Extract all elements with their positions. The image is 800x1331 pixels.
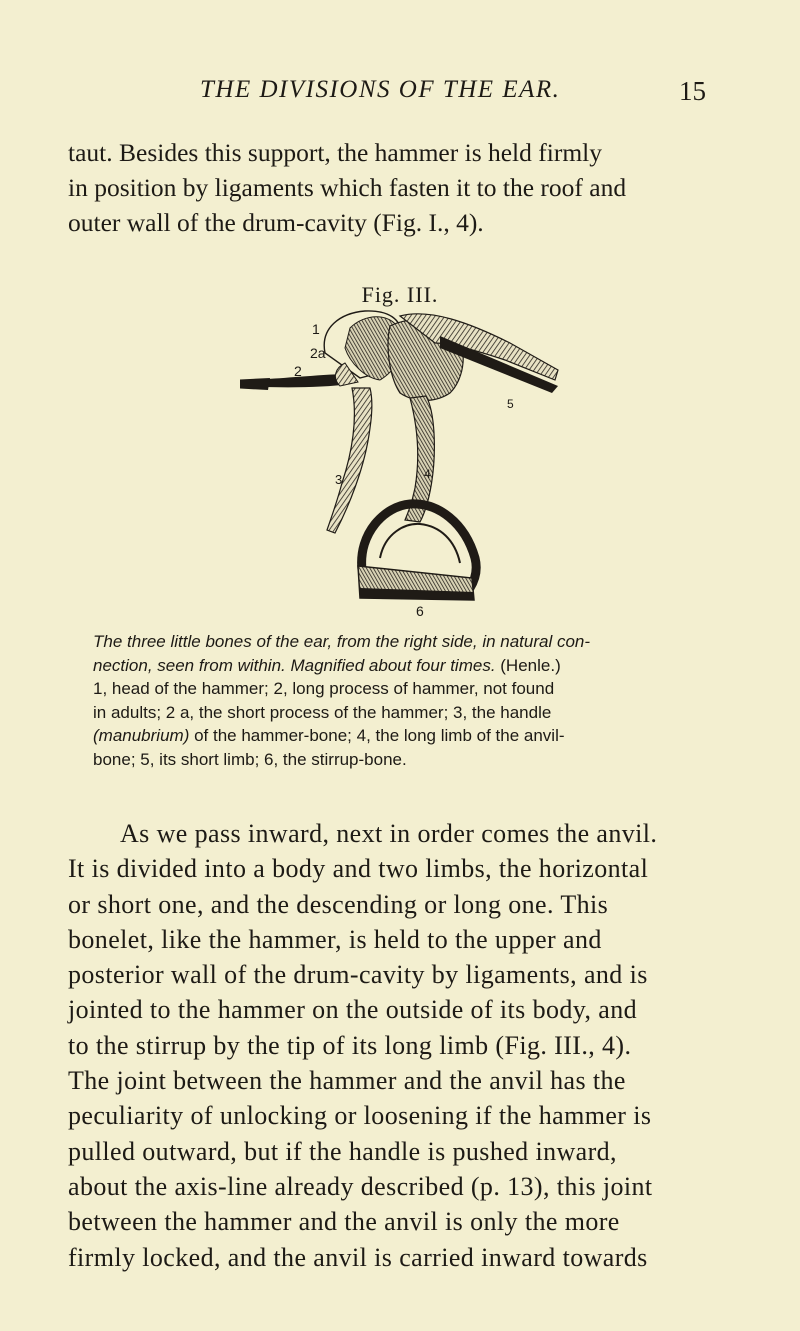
text-line: jointed to the hammer on the outside of its body, and [68,995,638,1025]
text-line: outer wall of the drum-cavity (Fig. I., 4). [68,208,484,237]
text-line: firmly locked, and the anvil is carried inward towards [68,1242,648,1272]
label-1: 1 [312,321,320,337]
text-line: about the axis-line already described (p. 13), this joint [68,1171,653,1201]
text-line: As we pass inward, next in order comes the anvil. [120,819,658,848]
text-line: posterior wall of the drum-cavity by ligaments, and is [68,960,648,990]
ossicles-illustration [240,308,600,618]
figure-caption [93,630,733,772]
hammer-handle [327,388,372,533]
label-4: 4 [424,467,431,481]
label-2a: 2a [310,345,326,361]
label-6: 6 [416,603,424,618]
page-header [0,76,800,116]
caption-line: nection, seen from within. Magnified about four times. (Henle.) [93,655,561,675]
text-line: in position by ligaments which fasten it to the roof and [68,173,627,202]
text-line: taut. Besides this support, the hammer is held firmly [68,138,603,167]
label-2: 2 [294,363,302,379]
text-line: pulled outward, but if the handle is pushed inward, [68,1136,617,1166]
caption-line: 1, head of the hammer; 2, long process of hammer, not found [93,679,555,699]
ear-bones-figure [240,308,600,618]
hammer-long-process-tip [240,378,270,390]
caption-line: in adults; 2 a, the short process of the hammer; 3, the handle [93,702,552,722]
text-line: It is divided into a body and two limbs, the horizontal [68,854,649,884]
page-number: 15 [679,76,706,106]
label-3: 3 [335,472,343,487]
figure-label: Fig. III. [361,282,439,307]
paragraph-main-text [68,816,748,1275]
stirrup-inner [380,524,460,563]
text-line: peculiarity of unlocking or loosening if the hammer is [68,1101,652,1131]
caption-line: bone; 5, its short limb; 6, the stirrup-bone. [93,749,407,769]
text-line: between the hammer and the anvil is only the more [68,1207,620,1237]
paragraph-main [68,816,748,1275]
text-line: The joint between the hammer and the anvil has the [68,1066,626,1096]
running-head: THE DIVISIONS OF THE EAR. [200,76,561,103]
caption-line: (manubrium) of the hammer-bone; 4, the long limb of the anvil- [93,726,565,746]
text-line: bonelet, like the hammer, is held to the upper and [68,924,602,954]
caption-line: The three little bones of the ear, from the right side, in natural con- [93,632,591,651]
label-5: 5 [507,397,514,411]
paragraph-top [68,135,748,240]
text-line: or short one, and the descending or long one. This [68,889,609,919]
text-line: to the stirrup by the tip of its long limb (Fig. III., 4). [68,1030,632,1060]
